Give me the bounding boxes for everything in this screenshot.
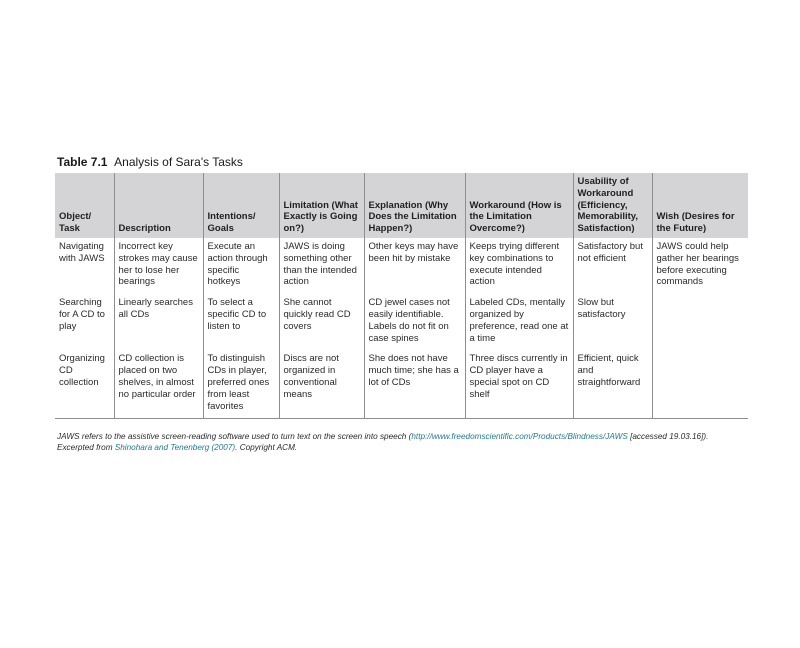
task-analysis-table: [55, 173, 748, 419]
column-header-intentions-goals: Intentions/ Goals: [203, 173, 279, 238]
column-header-description: Description: [114, 173, 203, 238]
jaws-footnote: JAWS refers to the assistive screen-reading software used to turn text on the screen into speech (http://www.freedomscientific.com/Products/Blindness/JAWS [accessed 19.03.16]).: [57, 432, 709, 441]
table-cell: JAWS is doing something other than the intended action: [279, 238, 364, 294]
table-cell: She cannot quickly read CD covers: [279, 294, 364, 350]
table-cell: She does not have much time; she has a lot of CDs: [364, 350, 465, 418]
table-cell: Labeled CDs, mentally organized by preference, read one at a time: [465, 294, 573, 350]
table-cell: Linearly searches all CDs: [114, 294, 203, 350]
table-cell: CD collection is placed on two shelves, in almost no particular order: [114, 350, 203, 418]
jaws-link[interactable]: http://www.freedomscientific.com/Products/Blindness/JAWS: [411, 432, 628, 441]
table-cell: Searching for A CD to play: [55, 294, 114, 350]
column-header-workaround: Workaround (How is the Limitation Overcome?): [465, 173, 573, 238]
table-cell: Navigating with JAWS: [55, 238, 114, 294]
table-cell: Execute an action through specific hotkeys: [203, 238, 279, 294]
table-cell: Keeps trying different key combinations to execute intended action: [465, 238, 573, 294]
table-cell: Discs are not organized in conventional means: [279, 350, 364, 418]
excerpt-footnote: Excerpted from Shinohara and Tenenberg (2007). Copyright ACM.: [57, 443, 298, 452]
table-title: Analysis of Sara's Tasks: [114, 155, 243, 169]
table-cell: Other keys may have been hit by mistake: [364, 238, 465, 294]
column-header-wish: Wish (Desires for the Future): [652, 173, 748, 238]
table-cell: To select a specific CD to listen to: [203, 294, 279, 350]
table-header-row: [55, 173, 748, 238]
table-row: [55, 294, 748, 350]
table-cell: Efficient, quick and straightforward: [573, 350, 652, 418]
table-cell: CD jewel cases not easily identifiable. Labels do not fit on case spines: [364, 294, 465, 350]
table-number: Table 7.1: [57, 155, 108, 169]
table-cell: To distinguish CDs in player, preferred ones from least favorites: [203, 350, 279, 418]
table-cell: Three discs currently in CD player have a special spot on CD shelf: [465, 350, 573, 418]
table-cell: Incorrect key strokes may cause her to lose her bearings: [114, 238, 203, 294]
column-header-explanation: Explanation (Why Does the Limitation Happen?): [364, 173, 465, 238]
column-header-limitation: Limitation (What Exactly is Going on?): [279, 173, 364, 238]
source-citation-link[interactable]: Shinohara and Tenenberg (2007): [114, 443, 236, 452]
table-cell: Slow but satisfactory: [573, 294, 652, 350]
column-header-object-task: Object/ Task: [55, 173, 114, 238]
table-cell: [652, 294, 748, 350]
table-cell: Satisfactory but not efficient: [573, 238, 652, 294]
table-cell: [652, 350, 748, 418]
table-row: [55, 350, 748, 418]
table-row: [55, 238, 748, 294]
table-footnotes: [57, 431, 757, 453]
column-header-usability: Usability of Workaround (Efficiency, Memorability, Satisfaction): [573, 173, 652, 238]
table-cell: Organizing CD collection: [55, 350, 114, 418]
table-caption: [57, 155, 243, 169]
table-cell: JAWS could help gather her bearings before executing commands: [656, 240, 739, 288]
